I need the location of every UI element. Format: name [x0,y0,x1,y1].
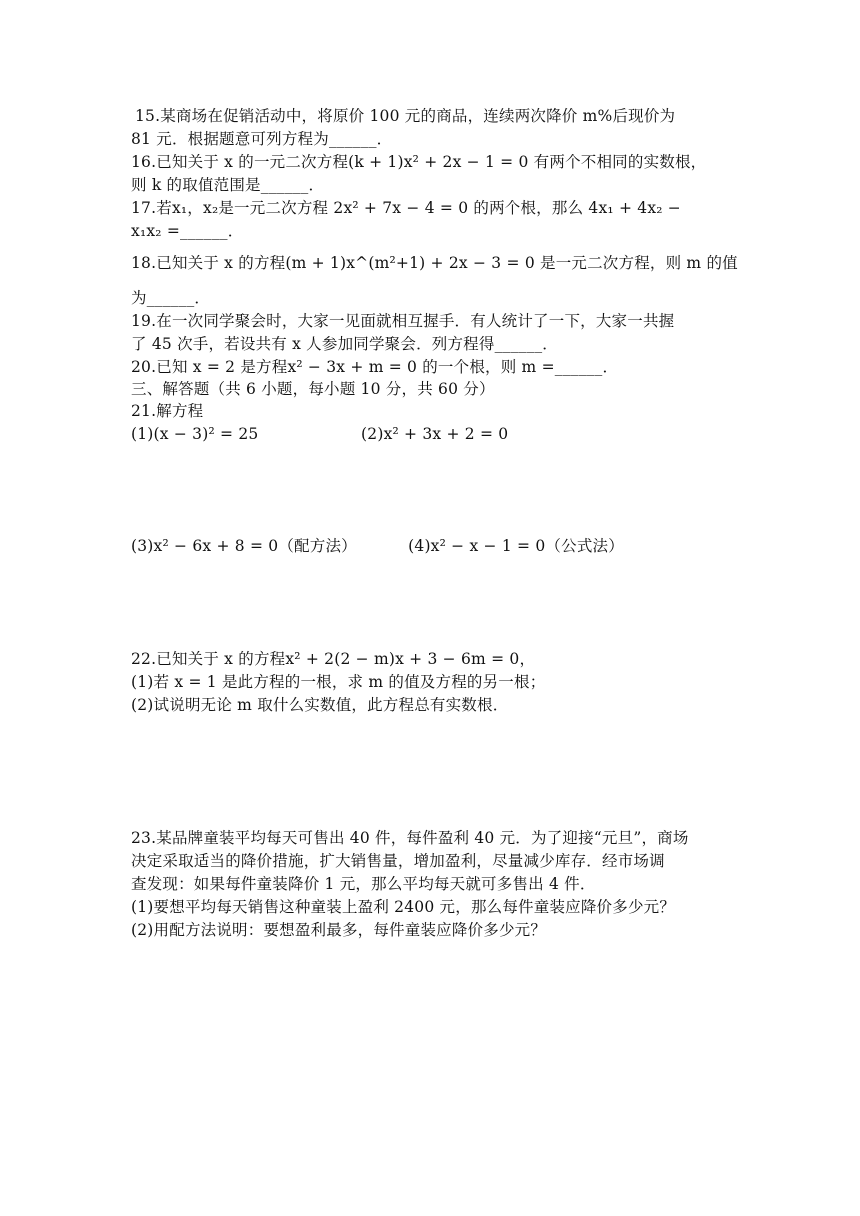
q19-line-1: 19.在一次同学聚会时，大家一见面就相互握手．有人统计了一下，大家一共握 [131,312,675,330]
q15-line-1: 15.某商场在促销活动中，将原价 100 元的商品，连续两次降价 m%后现价为 [135,107,676,125]
q15-line-2: 81 元．根据题意可列方程为______． [131,130,393,148]
q22-line-3: (2)试说明无论 m 取什么实数值，此方程总有实数根． [131,696,509,714]
q16-line-1: 16.已知关于 x 的一元二次方程(k + 1)x² + 2x − 1 = 0 有两个不相同的实数根， [131,153,707,171]
q23-line-5: (2)用配方法说明：要想盈利最多，每件童装应降价多少元？ [131,921,547,939]
q23-line-2: 决定采取适当的降价措施，扩大销售量，增加盈利，尽量减少库存．经市场调 [131,852,665,870]
q23-line-4: (1)要想平均每天销售这种童装上盈利 2400 元，那么每件童装应降价多少元？ [131,898,676,916]
q23-line-1: 23.某品牌童装平均每天可售出 40 件，每件盈利 40 元．为了迎接“元旦”，商场 [131,829,689,847]
q21-title: 21.解方程 [131,402,204,420]
q22-line-2: (1)若 x = 1 是此方程的一根，求 m 的值及方程的另一根； [131,673,546,691]
q16-line-2: 则 k 的取值范围是______． [131,176,325,194]
q20-line: 20.已知 x = 2 是方程x² − 3x + m = 0 的一个根，则 m =______． [131,358,619,376]
q18-line-1: 18.已知关于 x 的方程(m + 1)x^(m²+1) + 2x − 3 = 0 是一元二次方程，则 m 的值 [131,254,738,272]
q19-line-2: 了 45 次手，若设共有 x 人参加同学聚会．列方程得______． [131,335,558,353]
q21-part-1-2: (1)(x − 3)² = 25 (2)x² + 3x + 2 = 0 [131,425,509,443]
q17-line-1: 17.若x₁，x₂是一元二次方程 2x² + 7x − 4 = 0 的两个根，那么 4x₁ + 4x₂ − [131,199,681,217]
q17-line-2: x₁x₂ =______． [131,222,244,240]
q21-part-3-4: (3)x² − 6x + 8 = 0（配方法） (4)x² − x − 1 = 0（公式法） [131,537,624,555]
q22-line-1: 22.已知关于 x 的方程x² + 2(2 − m)x + 3 − 6m = 0， [131,650,536,668]
q23-line-3: 查发现：如果每件童装降价 1 元，那么平均每天就可多售出 4 件． [131,875,596,893]
section-heading: 三、解答题（共 6 小题，每小题 10 分，共 60 分） [131,380,495,398]
q18-line-2: 为______． [131,289,211,307]
